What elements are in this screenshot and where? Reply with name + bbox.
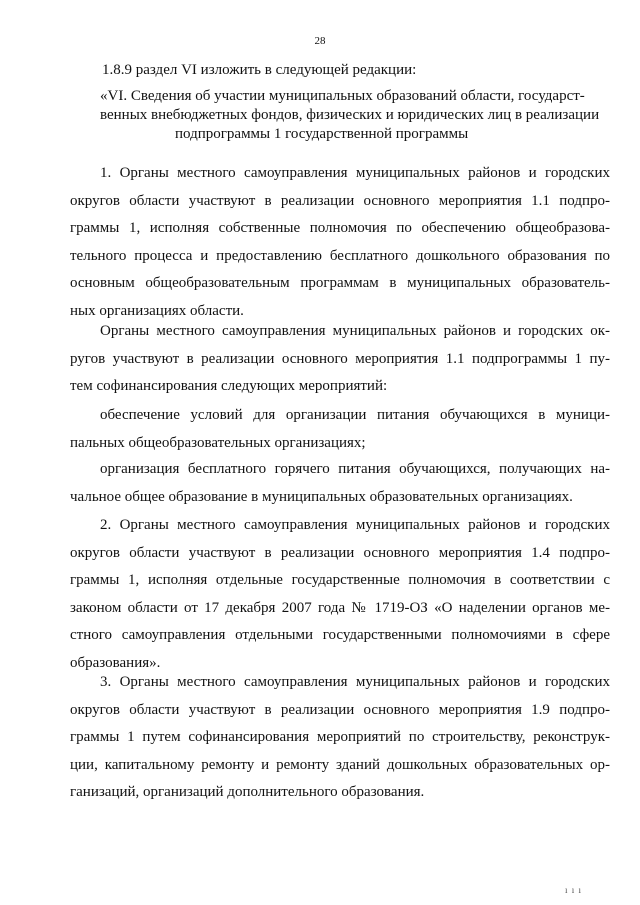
paragraph-line: тем софинансирования следующих мероприятий: xyxy=(70,378,388,394)
paragraph-line: граммы 1 путем софинансирования мероприятий по строительству, реконструк- xyxy=(70,729,610,745)
amendment-intro: 1.8.9 раздел VI изложить в следующей редакции: xyxy=(102,62,417,78)
paragraph-3 xyxy=(70,402,610,457)
scan-corner-mark: ı ı ı xyxy=(564,885,582,895)
paragraph-line: округов области участвуют в реализации основного мероприятия 1.9 подпро- xyxy=(70,701,610,718)
paragraph-line: ции, капитальному ремонту и ремонту зданий дошкольных образовательных ор- xyxy=(70,756,610,773)
paragraph-line: граммы 1, исполняя отдельные государственные полномочия в соответствии с xyxy=(70,572,610,588)
paragraph-1 xyxy=(70,160,610,325)
paragraph-line: 2. Органы местного самоуправления муниципальных районов и городских xyxy=(100,517,610,533)
paragraph-line: 1. Органы местного самоуправления муниципальных районов и городских xyxy=(100,165,610,181)
paragraph-line: тельного процесса и предоставлению бесплатного дошкольного образования по xyxy=(70,247,610,264)
paragraph-line: пальных общеобразовательных организациях; xyxy=(70,434,366,451)
paragraph-line: ганизаций, организаций дополнительного образования. xyxy=(70,784,425,800)
paragraph-line: организация бесплатного горячего питания обучающихся, получающих на- xyxy=(100,461,610,477)
paragraph-line: ных организациях области. xyxy=(70,302,244,319)
paragraph-line: основным общеобразовательным программам в муниципальных образователь- xyxy=(70,275,610,291)
paragraph-line: законом области от 17 декабря 2007 года № 1719-ОЗ «О наделении органов ме- xyxy=(70,599,610,616)
section-title-line: «VI. Сведения об участии муниципальных образований области, государст- xyxy=(100,88,585,104)
paragraph-2 xyxy=(70,318,610,401)
paragraph-line: стного самоуправления отдельными государственными полномочиями в сфере xyxy=(70,627,610,643)
paragraph-6 xyxy=(70,669,610,807)
paragraph-line: 3. Органы местного самоуправления муниципальных районов и городских xyxy=(100,674,610,690)
page-number: 28 xyxy=(314,35,326,47)
paragraph-5 xyxy=(70,512,610,677)
paragraph-line: округов области участвуют в реализации основного мероприятия 1.4 подпро- xyxy=(70,544,610,561)
paragraph-line: граммы 1, исполняя собственные полномочия по обеспечению общеобразова- xyxy=(70,220,610,236)
section-title xyxy=(100,87,610,144)
paragraph-line: образования». xyxy=(70,654,161,671)
paragraph-line: обеспечение условий для организации питания обучающихся в муници- xyxy=(100,407,610,423)
paragraph-line: чальное общее образование в муниципальных образовательных организациях. xyxy=(70,488,573,505)
paragraph-line: округов области участвуют в реализации основного мероприятия 1.1 подпро- xyxy=(70,192,610,209)
section-title-line: венных внебюджетных фондов, физических и юридических лиц в реализации xyxy=(100,107,600,123)
paragraph-line: ругов участвуют в реализации основного мероприятия 1.1 подпрограммы 1 пу- xyxy=(70,350,610,367)
paragraph-4 xyxy=(70,456,610,511)
paragraph-line: Органы местного самоуправления муниципальных районов и городских ок- xyxy=(100,323,610,339)
section-title-line: подпрограммы 1 государственной программы xyxy=(175,126,469,142)
